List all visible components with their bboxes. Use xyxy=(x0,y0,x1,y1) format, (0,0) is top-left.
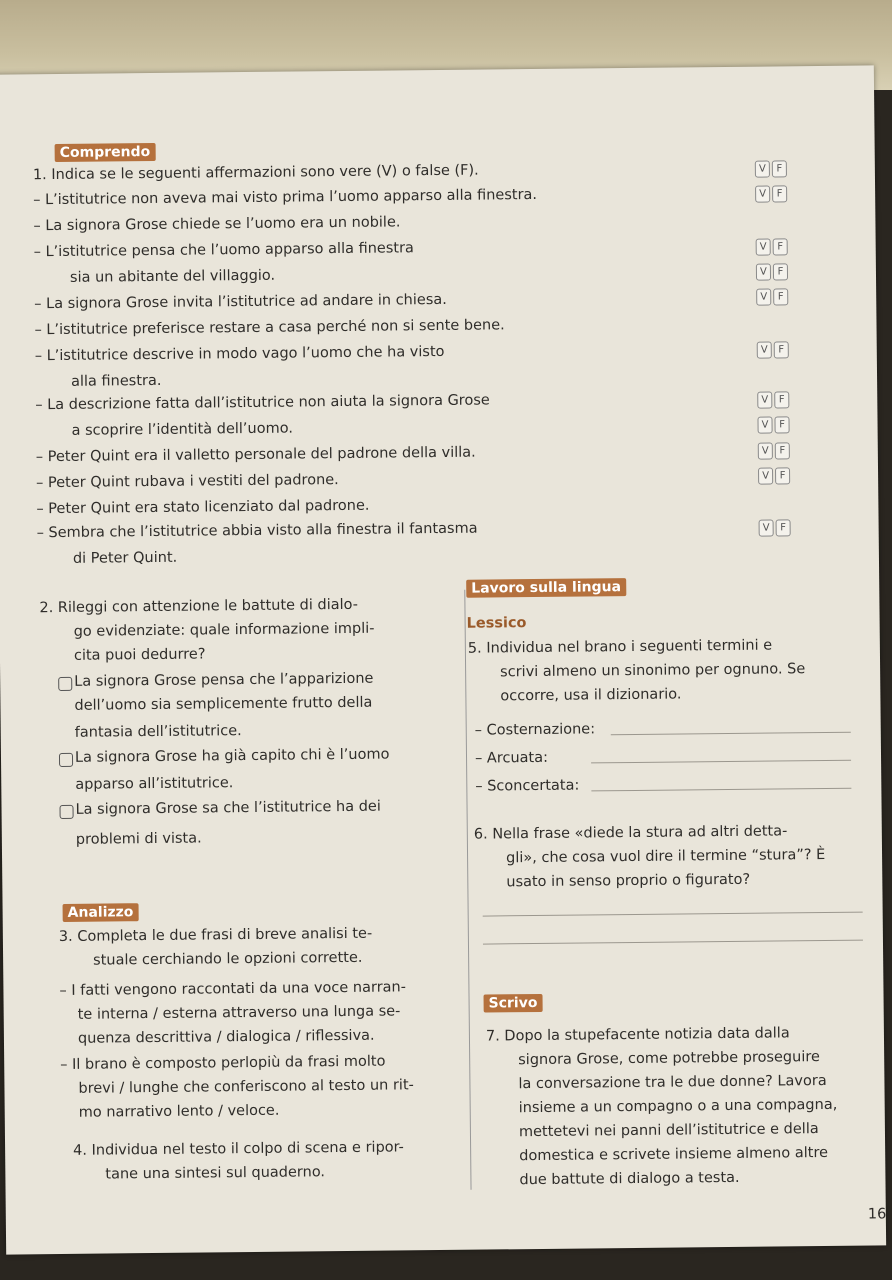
statement-6-cont: alla finestra. xyxy=(70,372,162,390)
vf-boxes-1[interactable] xyxy=(755,160,787,177)
statement-7: – La descrizione fatta dall’istitutrice non aiuta la signora Grose xyxy=(35,392,490,414)
term-arcuata: – Arcuata: xyxy=(474,749,549,767)
vf-boxes-11[interactable] xyxy=(759,519,791,536)
vf-boxes-3[interactable] xyxy=(756,238,788,255)
statement-9: – Peter Quint rubava i vestiti del padrone. xyxy=(36,472,339,492)
statement-3-cont: sia un abitante del villaggio. xyxy=(69,267,276,286)
question-5-line3: occorre, usa il dizionario. xyxy=(500,686,682,705)
v-box[interactable]: V xyxy=(756,264,771,281)
question-1: 1. Indica se le seguenti affermazioni sono vere (V) o false (F). xyxy=(32,162,479,184)
question-6-line3: usato in senso proprio o figurato? xyxy=(506,871,751,891)
v-box[interactable]: V xyxy=(758,443,773,460)
answer-line-costernazione[interactable] xyxy=(611,732,851,736)
option-checkbox-1[interactable] xyxy=(58,677,72,691)
vf-boxes-4[interactable] xyxy=(756,263,788,280)
analysis-sentence-1-line1: – I fatti vengono raccontati da una voce narran- xyxy=(59,979,407,1000)
question-7-line2: signora Grose, come potrebbe proseguire xyxy=(518,1049,820,1069)
option-1-line1: La signora Grose pensa che l’apparizione xyxy=(74,670,374,690)
vf-boxes-5[interactable] xyxy=(756,288,788,305)
statement-6: – L’istitutrice descrive in modo vago l’uomo che ha visto xyxy=(34,343,445,365)
v-box[interactable]: V xyxy=(757,342,772,359)
statement-5: – L’istitutrice preferisce restare a casa perché non si sente bene. xyxy=(34,317,505,339)
statement-1: – L’istitutrice non aveva mai visto prima l’uomo apparso alla finestra. xyxy=(33,186,538,209)
v-box[interactable]: V xyxy=(755,186,770,203)
option-checkbox-2[interactable] xyxy=(59,753,73,767)
option-1-line2: dell’uomo sia semplicemente frutto della xyxy=(74,694,373,714)
f-box[interactable]: F xyxy=(772,160,787,177)
f-box[interactable]: F xyxy=(775,442,790,459)
option-3-line1: La signora Grose sa che l’istitutrice ha dei xyxy=(75,798,381,818)
question-7-line3: la conversazione tra le due donne? Lavora xyxy=(518,1072,827,1093)
statement-7-cont: a scoprire l’identità dell’uomo. xyxy=(71,420,293,439)
analysis-sentence-1-line3[interactable]: quenza descrittiva / dialogica / riflessiva. xyxy=(77,1027,375,1047)
v-box[interactable]: V xyxy=(758,468,773,485)
question-6-line2: gli», che cosa vuol dire il termine “stura”? È xyxy=(505,846,826,867)
v-box[interactable]: V xyxy=(755,161,770,178)
option-3-line2: problemi di vista. xyxy=(75,830,202,848)
section-title-comprendo: Comprendo xyxy=(55,143,156,162)
statement-4: – La signora Grose invita l’istitutrice ad andare in chiesa. xyxy=(34,291,447,313)
question-3-line2: stuale cerchiando le opzioni corrette. xyxy=(93,949,363,969)
question-2-line1: 2. Rileggi con attenzione le battute di dialo- xyxy=(39,596,359,617)
option-2-line1: La signora Grose ha già capito chi è l’uomo xyxy=(74,746,390,766)
vf-boxes-6[interactable] xyxy=(757,341,789,358)
f-box[interactable]: F xyxy=(775,467,790,484)
question-5-line1: 5. Individua nel brano i seguenti termini e xyxy=(467,637,773,657)
analysis-sentence-2-line1: – Il brano è composto perlopiù da frasi molto xyxy=(60,1053,386,1073)
answer-line-q6-2[interactable] xyxy=(483,940,863,945)
f-box[interactable]: F xyxy=(773,238,788,255)
v-box[interactable]: V xyxy=(756,239,771,256)
statement-3: – L’istitutrice pensa che l’uomo apparso alla finestra xyxy=(33,240,414,261)
f-box[interactable]: F xyxy=(774,341,789,358)
vf-boxes-9[interactable] xyxy=(758,442,790,459)
v-box[interactable]: V xyxy=(759,519,774,536)
vf-boxes-8[interactable] xyxy=(757,416,789,433)
statement-10: – Peter Quint era stato licenziato dal padrone. xyxy=(36,497,370,518)
vf-boxes-10[interactable] xyxy=(758,467,790,484)
question-7-line7: due battute di dialogo a testa. xyxy=(519,1169,740,1189)
question-7-line4: insieme a un compagno o a una compagna, xyxy=(518,1096,838,1117)
question-5-line2: scrivi almeno un sinonimo per ognuno. Se xyxy=(500,661,806,681)
section-title-lavoro-lingua: Lavoro sulla lingua xyxy=(466,578,626,598)
analysis-sentence-2-line2[interactable]: brevi / lunghe che conferiscono al testo un rit- xyxy=(78,1077,414,1097)
v-box[interactable]: V xyxy=(757,392,772,409)
analysis-sentence-2-line3[interactable]: mo narrativo lento / veloce. xyxy=(78,1102,280,1121)
term-costernazione: – Costernazione: xyxy=(474,721,596,739)
page-number: 16 xyxy=(867,1206,887,1223)
statement-11-cont: di Peter Quint. xyxy=(72,549,178,567)
f-box[interactable]: F xyxy=(776,519,791,536)
f-box[interactable]: F xyxy=(773,263,788,280)
question-7-line6: domestica e scrivete insieme almeno altre xyxy=(519,1144,829,1165)
term-sconcertata: – Sconcertata: xyxy=(475,777,580,795)
question-4-line1: 4. Individua nel testo il colpo di scena e ripor- xyxy=(73,1139,404,1159)
statement-2: – La signora Grose chiede se l’uomo era un nobile. xyxy=(33,214,401,235)
question-6-line1: 6. Nella frase «diede la stura ad altri detta- xyxy=(473,823,788,843)
section-title-analizzo: Analizzo xyxy=(63,903,139,922)
question-2-line2: go evidenziate: quale informazione impli- xyxy=(73,620,375,640)
vf-boxes-7[interactable] xyxy=(757,391,789,408)
question-4-line2: tane una sintesi sul quaderno. xyxy=(105,1164,326,1183)
f-box[interactable]: F xyxy=(772,185,787,202)
subsection-lessico: Lessico xyxy=(466,615,527,632)
v-box[interactable]: V xyxy=(757,417,772,434)
f-box[interactable]: F xyxy=(774,416,789,433)
question-3-line1: 3. Completa le due frasi di breve analisi te- xyxy=(58,925,373,946)
answer-line-sconcertata[interactable] xyxy=(591,788,851,792)
answer-line-q6-1[interactable] xyxy=(483,912,863,917)
question-7-line1: 7. Dopo la stupefacente notizia data dalla xyxy=(485,1025,790,1045)
analysis-sentence-1-line2[interactable]: te interna / esterna attraverso una lunga se- xyxy=(77,1003,401,1023)
f-box[interactable]: F xyxy=(774,391,789,408)
vf-boxes-2[interactable] xyxy=(755,185,787,202)
textbook-page xyxy=(0,65,886,1254)
option-checkbox-3[interactable] xyxy=(59,805,73,819)
v-box[interactable]: V xyxy=(756,289,771,306)
column-divider xyxy=(464,590,471,1190)
option-1-line3: fantasia dell’istitutrice. xyxy=(74,723,242,741)
option-2-line2: apparso all’istitutrice. xyxy=(75,775,234,793)
answer-line-arcuata[interactable] xyxy=(591,760,851,764)
question-7-line5: mettetevi nei panni dell’istitutrice e della xyxy=(518,1121,819,1141)
question-2-line3: cita puoi dedurre? xyxy=(73,646,206,664)
statement-11: – Sembra che l’istitutrice abbia visto alla finestra il fantasma xyxy=(36,520,478,542)
f-box[interactable]: F xyxy=(773,288,788,305)
statement-8: – Peter Quint era il valletto personale del padrone della villa. xyxy=(35,444,476,466)
section-title-scrivo: Scrivo xyxy=(484,994,543,1013)
